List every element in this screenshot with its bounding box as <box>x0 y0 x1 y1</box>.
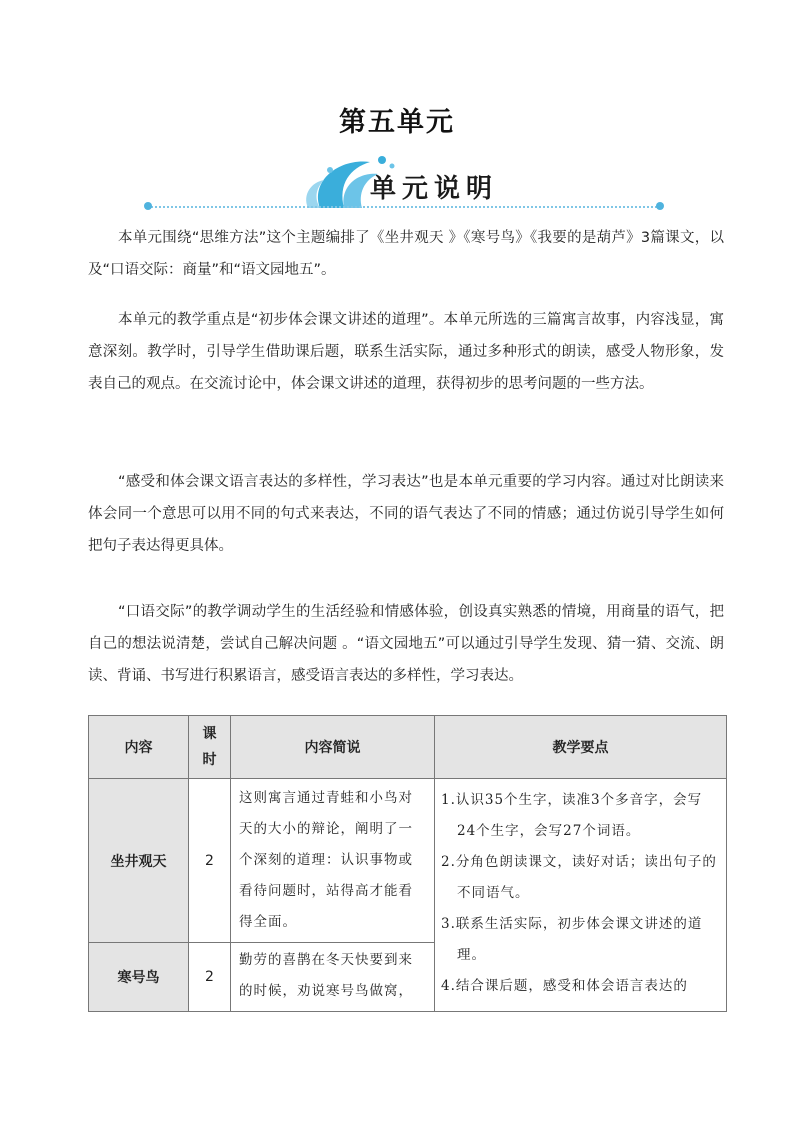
goal-item: 2.分角色朗读课文，读好对话；读出句子的不同语气。 <box>441 854 717 901</box>
lesson-summary: 勤劳的喜鹊在冬天快要到来的时候，劝说寒号鸟做窝， <box>231 943 435 1012</box>
lesson-hours: 2 <box>189 779 231 943</box>
paragraph-focus: 本单元的教学重点是“初步体会课文讲述的道理”。本单元所选的三篇寓言故事，内容浅显，寓意深刻。教学时，引导学生借助课后题，联系生活实际，通过多种形式的朗读，感受人物形象，发表自己的观点。在交流讨论中，体会课文讲述的道理，获得初步的思考问题的一些方法。 <box>88 312 724 392</box>
paragraph-expression: “感受和体会课文语言表达的多样性，学习表达”也是本单元重要的学习内容。通过对比朗读来体会同一个意思可以用不同的句式来表达，不同的语气表达了不同的情感；通过仿说引导学生如何把句子表达得更具体。 <box>88 474 724 554</box>
goal-item: 4.结合课后题，感受和体会语言表达的 <box>441 978 688 994</box>
paragraph-oral: “口语交际”的教学调动学生的生活经验和情感体验，创设真实熟悉的情境，用商量的语气，把自己的想法说清楚，尝试自己解决问题 。“语文园地五”可以通过引导学生发现、猜一猜、交流、朗读、背诵、书写进行积累语言，感受语言表达的多样性，学习表达。 <box>88 604 724 684</box>
lesson-summary: 这则寓言通过青蛙和小鸟对天的大小的辩论，阐明了一个深刻的道理：认识事物或看待问题时，站得高才能看得全面。 <box>231 779 435 943</box>
lesson-name: 寒号鸟 <box>89 943 189 1012</box>
header-hours: 课时 <box>189 716 231 779</box>
lesson-name: 坐井观天 <box>89 779 189 943</box>
divider-dot-left <box>144 202 152 210</box>
header-summary: 内容简说 <box>231 716 435 779</box>
table-row <box>89 779 727 943</box>
banner-title: 单元说明 <box>370 174 499 204</box>
table-header-row <box>89 716 727 779</box>
divider-dot-right <box>656 202 664 210</box>
teaching-goals <box>435 779 727 1012</box>
header-content: 内容 <box>89 716 189 779</box>
goal-item: 1.认识35个生字，读准3个多音字，会写24个生字，会写27个词语。 <box>441 792 703 839</box>
dotted-divider <box>148 206 660 208</box>
lesson-table <box>88 715 727 1012</box>
goal-item: 3.联系生活实际，初步体会课文讲述的道理。 <box>441 916 703 963</box>
page-title: 第五单元 <box>339 107 455 138</box>
header-goals: 教学要点 <box>435 716 727 779</box>
paragraph-intro: 本单元围绕“思维方法”这个主题编排了《坐井观天 》《寒号鸟》《我要的是葫芦》3篇课文，以及“口语交际：商量”和“语文园地五”。 <box>88 230 724 278</box>
lesson-hours: 2 <box>189 943 231 1012</box>
